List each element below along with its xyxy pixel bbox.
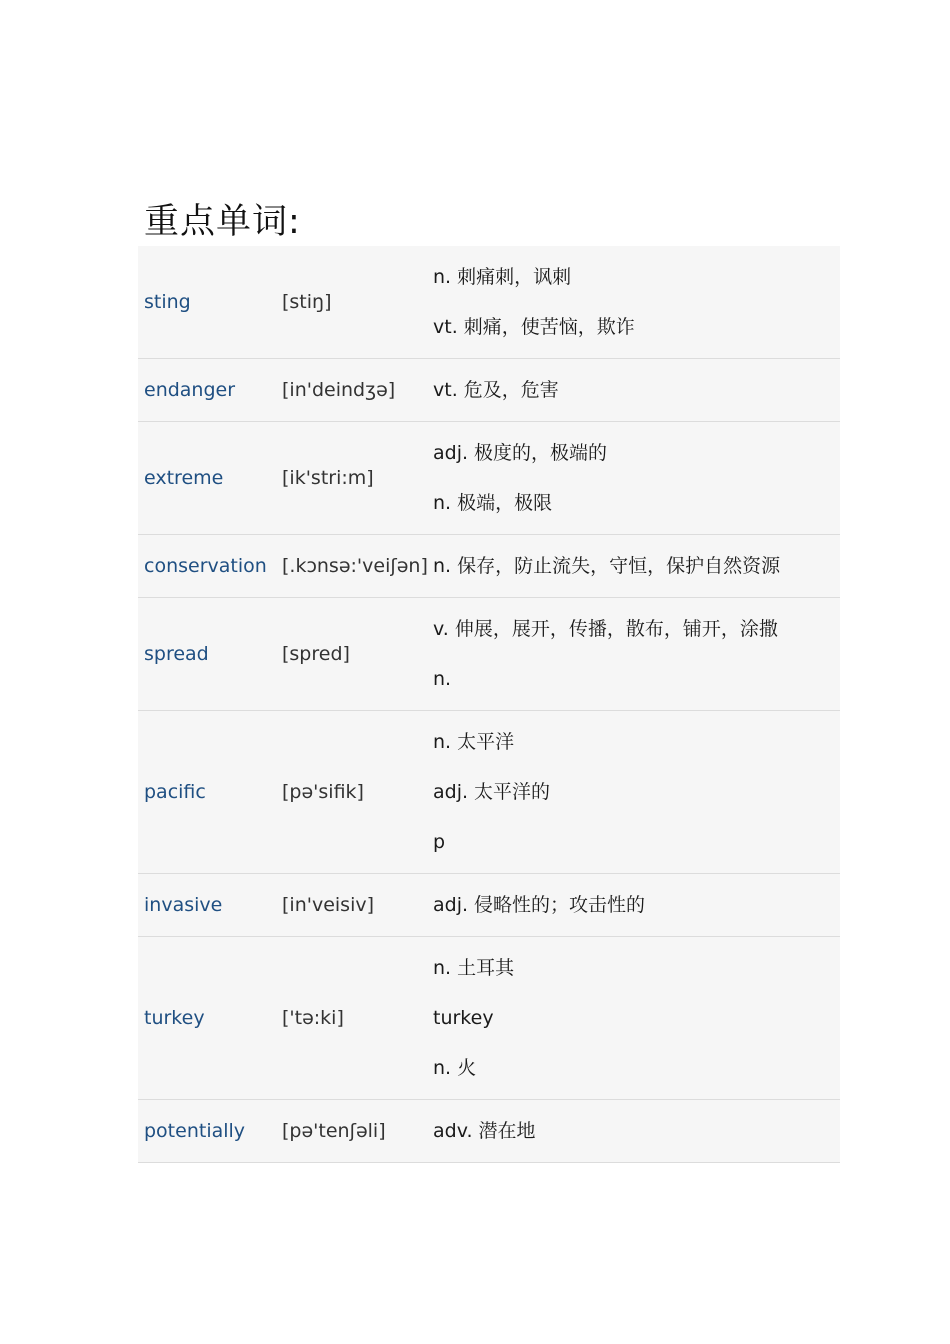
vocab-table bbox=[138, 246, 840, 1163]
vocab-phonetic: [pə'sifik] bbox=[282, 781, 364, 803]
vocab-phonetic: [ik'stri:m] bbox=[282, 467, 374, 489]
vocab-definitions bbox=[433, 428, 840, 528]
vocab-definition-line: n. bbox=[433, 668, 452, 690]
vocab-phonetic: [.kɔnsə:'veiʃən] bbox=[282, 555, 428, 577]
vocab-word: endanger bbox=[144, 379, 236, 401]
vocab-word: turkey bbox=[144, 1007, 205, 1029]
table-row bbox=[138, 422, 840, 535]
vocab-word: invasive bbox=[144, 894, 223, 916]
page-title: 重点单词: bbox=[144, 202, 301, 242]
vocab-phonetic: [in'veisiv] bbox=[282, 894, 375, 916]
vocab-word: potentially bbox=[144, 1120, 246, 1142]
vocab-definition-line: adj. 太平洋的 bbox=[433, 781, 551, 803]
vocab-word: extreme bbox=[144, 467, 224, 489]
vocab-word: pacific bbox=[144, 781, 206, 803]
vocab-definition-line: v. 伸展，展开，传播，散布，铺开，涂撒 bbox=[433, 618, 778, 640]
vocab-definitions bbox=[433, 717, 840, 867]
vocab-phonetic: [pə'tenʃəli] bbox=[282, 1120, 386, 1142]
vocab-definition-line: adj. 极度的，极端的 bbox=[433, 442, 608, 464]
vocab-definition-line: n. 保存，防止流失，守恒，保护自然资源 bbox=[433, 555, 781, 577]
vocab-definition-line: p bbox=[433, 831, 446, 853]
vocab-definition-line: n. 火 bbox=[433, 1057, 477, 1079]
vocab-definitions bbox=[433, 365, 840, 415]
vocab-phonetic: ['tə:ki] bbox=[282, 1007, 344, 1029]
table-row bbox=[138, 937, 840, 1100]
vocab-definition-line: adv. 潜在地 bbox=[433, 1120, 536, 1142]
vocab-definition-line: adj. 侵略性的；攻击性的 bbox=[433, 894, 646, 916]
vocab-phonetic: [stiŋ] bbox=[282, 291, 332, 313]
vocab-definition-line: vt. 刺痛，使苦恼，欺诈 bbox=[433, 316, 635, 338]
vocab-definition-line: n. 土耳其 bbox=[433, 957, 515, 979]
table-row bbox=[138, 535, 840, 598]
table-row bbox=[138, 598, 840, 711]
table-row bbox=[138, 874, 840, 937]
table-row bbox=[138, 1100, 840, 1163]
table-row bbox=[138, 711, 840, 874]
table-row bbox=[138, 359, 840, 422]
vocab-definitions bbox=[433, 1106, 840, 1156]
vocab-word: spread bbox=[144, 643, 209, 665]
vocab-definitions bbox=[433, 252, 840, 352]
vocab-definitions bbox=[433, 541, 840, 591]
vocab-word: conservation bbox=[144, 555, 267, 577]
table-row bbox=[138, 246, 840, 359]
vocab-definitions bbox=[433, 943, 840, 1093]
vocab-definition-line: n. 刺痛刺，讽刺 bbox=[433, 266, 572, 288]
vocab-definition-line: vt. 危及，危害 bbox=[433, 379, 559, 401]
vocab-definition-line: n. 太平洋 bbox=[433, 731, 515, 753]
vocab-definition-line: n. 极端，极限 bbox=[433, 492, 553, 514]
vocab-definitions bbox=[433, 880, 840, 930]
vocab-word: sting bbox=[144, 291, 191, 313]
vocab-definition-line: turkey bbox=[433, 1007, 494, 1029]
vocab-phonetic: [in'deindʒə] bbox=[282, 379, 396, 401]
vocab-definitions bbox=[433, 604, 840, 704]
vocab-phonetic: [spred] bbox=[282, 643, 350, 665]
